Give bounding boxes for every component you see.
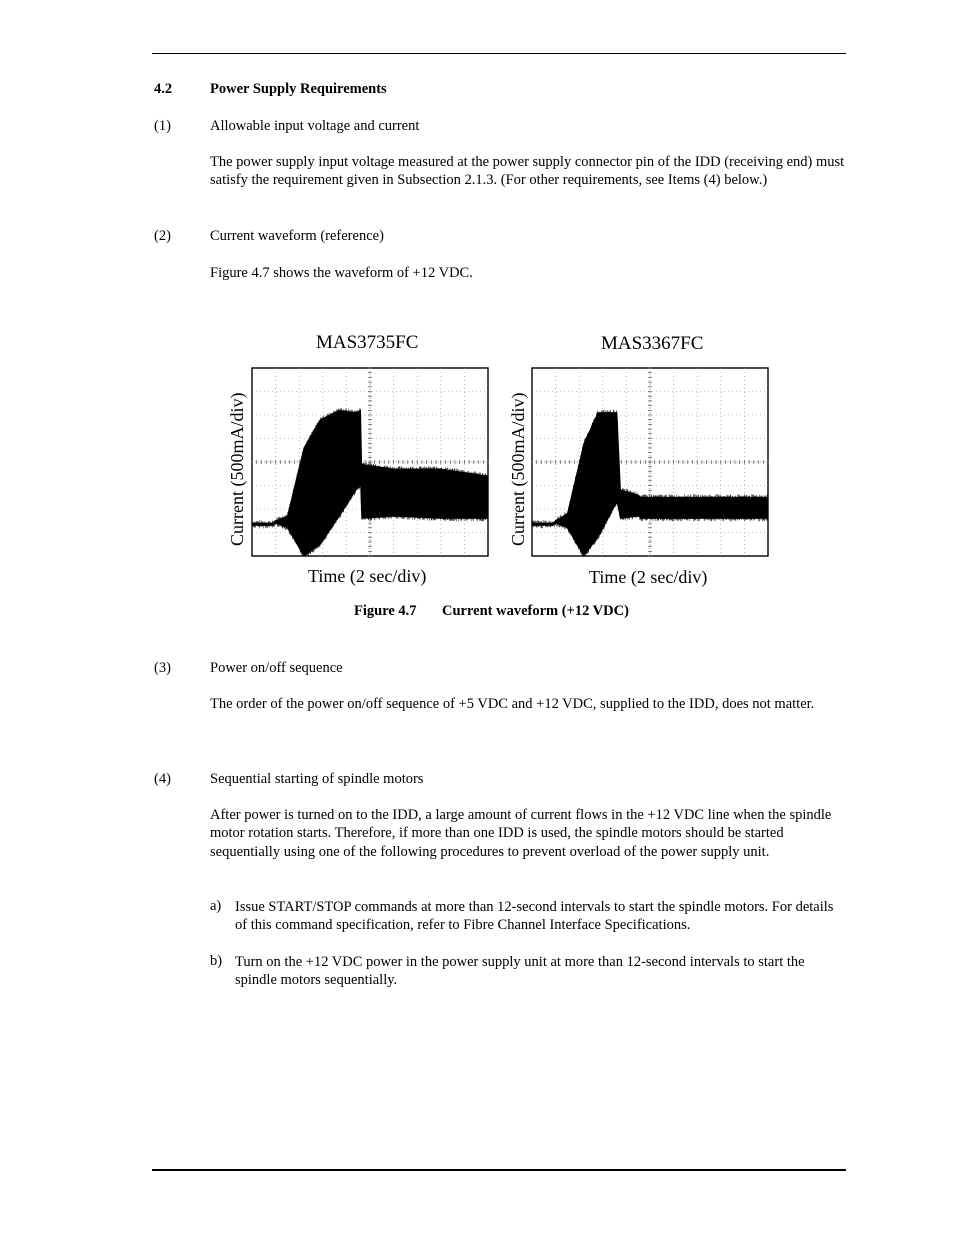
item-3-heading: Power on/off sequence (210, 660, 343, 676)
chart-1-title: MAS3735FC (316, 332, 419, 353)
chart-2-title: MAS3367FC (601, 333, 704, 354)
item-1-body: The power supply input voltage measured at the power supply connector pin of the IDD (receiving end) must satisfy the requirement given in Subsection 2.1.3. (For other requirements, see Items (4) below.) (210, 154, 845, 189)
item-2-number: (2) (154, 228, 171, 244)
item-3-number: (3) (154, 660, 171, 676)
figure-title: Current waveform (+12 VDC) (442, 603, 629, 619)
chart-1-plot (251, 367, 489, 557)
list-item-a-text: Issue START/STOP commands at more than 12-second intervals to start the spindle motors. For details of this command specification, refer to Fibre Channel Interface Specifications. (235, 899, 834, 934)
item-2-body: Figure 4.7 shows the waveform of +12 VDC. (210, 265, 473, 281)
section-number: 4.2 (154, 81, 173, 97)
list-item-b-text: Turn on the +12 VDC power in the power supply unit at more than 12-second intervals to start the spindle motors sequentially. (235, 954, 805, 989)
chart-2-plot (531, 367, 769, 557)
list-item-a-letter: a) (210, 898, 222, 914)
footer-rule (152, 1169, 846, 1171)
item-1-heading: Allowable input voltage and current (210, 118, 420, 134)
item-4-heading: Sequential starting of spindle motors (210, 771, 424, 787)
item-4-body: After power is turned on to the IDD, a large amount of current flows in the +12 VDC line when the spindle motor rotation starts. Therefore, if more than one IDD is used, the spindle motors should be started sequentially using one of the following procedures to prevent overload of the power supply unit. (210, 807, 832, 860)
chart-1-xlabel: Time (2 sec/div) (308, 566, 427, 586)
chart-2-ylabel: Current (500mA/div) (508, 392, 528, 546)
item-3-body: The order of the power on/off sequence of +5 VDC and +12 VDC, supplied to the IDD, does not matter. (210, 696, 815, 712)
item-1-number: (1) (154, 118, 171, 134)
section-title: Power Supply Requirements (210, 81, 387, 97)
header-rule (152, 53, 846, 54)
item-4-number: (4) (154, 771, 171, 787)
item-2-heading: Current waveform (reference) (210, 228, 384, 244)
chart-2-xlabel: Time (2 sec/div) (589, 567, 708, 587)
chart-1-ylabel: Current (500mA/div) (227, 392, 247, 546)
list-item-b-letter: b) (210, 953, 223, 969)
figure-number: Figure 4.7 (354, 603, 417, 619)
